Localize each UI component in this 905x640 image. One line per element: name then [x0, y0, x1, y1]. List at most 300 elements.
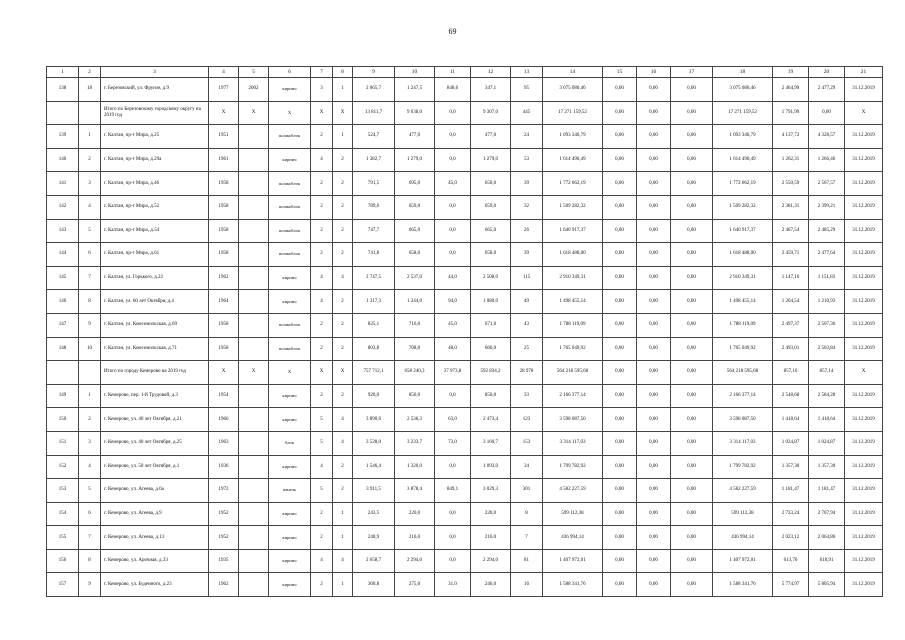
table-cell: 0,00 [671, 479, 713, 503]
table-cell [239, 549, 269, 573]
table-cell: 3 878,4 [395, 479, 435, 503]
table-cell: 0,00 [671, 78, 713, 102]
column-number: 5 [239, 67, 269, 78]
table-cell: 2 [311, 526, 333, 550]
table-cell: Х [845, 101, 883, 125]
table-cell: 741,8 [353, 243, 395, 267]
column-number: 9 [353, 67, 395, 78]
table-cell: 1958 [209, 219, 239, 243]
table-cell: 0,00 [603, 266, 637, 290]
table-cell: 301 [511, 479, 543, 503]
table-cell [47, 101, 79, 125]
table-cell: 1 [333, 78, 353, 102]
table-cell: 2 767,94 [809, 502, 845, 526]
table-cell: г. Кемерово, ул. 40 лет Октября, д.21 [101, 408, 209, 432]
table-cell: 142 [47, 195, 79, 219]
table-cell: г. Кемерово, ул. 40 лет Октября, д.25 [101, 431, 209, 455]
table-cell: г. Кемерово, ул. Арочная, д.33 [101, 549, 209, 573]
table-row [47, 148, 883, 172]
table-cell: 0,00 [671, 148, 713, 172]
table-cell [79, 101, 101, 125]
table-row [47, 78, 883, 102]
table-cell: 146 [47, 290, 79, 314]
table-cell: шлакоблок [269, 219, 311, 243]
table-cell: 1 618 488,00 [713, 243, 773, 267]
table-cell: 0,00 [671, 361, 713, 385]
table-cell: 31.12.2019 [845, 195, 883, 219]
table-cell: 347,1 [471, 78, 511, 102]
table-cell: 2 [311, 384, 333, 408]
table-cell: 4 [311, 549, 333, 573]
table-cell: 658,0 [471, 243, 511, 267]
table-cell: 1958 [209, 243, 239, 267]
table-row [47, 313, 883, 337]
table-cell: 1 640 917,37 [713, 219, 773, 243]
table-cell: 1 204,54 [773, 290, 809, 314]
table-cell: 650,0 [471, 172, 511, 196]
table-cell: 3 528,0 [353, 431, 395, 455]
table-cell: 0,0 [435, 455, 471, 479]
table-cell: 2 477,64 [809, 243, 845, 267]
column-number: 3 [101, 67, 209, 78]
table-cell: 2 [333, 479, 353, 503]
table-cell: 1 640 917,37 [543, 219, 603, 243]
table-cell: 708,0 [395, 337, 435, 361]
table-cell: 0,0 [435, 101, 471, 125]
table-cell: Х [311, 361, 333, 385]
table-cell: 0,0 [435, 125, 471, 149]
table-cell: 0,00 [637, 78, 671, 102]
table-cell: 0,00 [603, 502, 637, 526]
table-cell: Х [209, 101, 239, 125]
table-cell: Х [269, 101, 311, 125]
table-cell: 3 911,5 [353, 479, 395, 503]
table-cell: 0,00 [671, 337, 713, 361]
table-cell: 0,00 [637, 549, 671, 573]
table-cell: 31.12.2019 [845, 573, 883, 597]
table-cell: 2 [311, 502, 333, 526]
table-cell: 599 112,38 [543, 502, 603, 526]
table-cell: 37 973,8 [435, 361, 471, 385]
table-cell: 154 [47, 502, 79, 526]
table-cell: 2 550,59 [773, 172, 809, 196]
table-cell: 3 160,7 [471, 431, 511, 455]
table-cell: 1 588 341,76 [543, 573, 603, 597]
table-cell: 0,00 [637, 526, 671, 550]
table-cell: 1 618 488,00 [543, 243, 603, 267]
table-cell: 857,16 [773, 361, 809, 385]
table-cell: г. Кемерово, ул. Буденного, д.23 [101, 573, 209, 597]
table-cell: 665,0 [471, 219, 511, 243]
table-cell: 1936 [209, 455, 239, 479]
table-cell: 24 [511, 125, 543, 149]
table-cell: 2 584,28 [809, 384, 845, 408]
table-cell: 0,00 [603, 526, 637, 550]
table-cell: 0,00 [637, 313, 671, 337]
table-cell: 0,00 [637, 431, 671, 455]
table-cell: 1 024,87 [773, 431, 809, 455]
table-cell: 2 493,01 [773, 337, 809, 361]
table-cell: кирпич [269, 455, 311, 479]
table-cell: 1 765 049,92 [713, 337, 773, 361]
table-cell: 1 614 490,49 [543, 148, 603, 172]
table-cell: 17 271 159,52 [713, 101, 773, 125]
table-cell: блок [269, 431, 311, 455]
table-cell: 4 [333, 408, 353, 432]
table-cell: 95 [511, 78, 543, 102]
column-number: 8 [333, 67, 353, 78]
table-cell: 31.12.2019 [845, 337, 883, 361]
table-cell: 3 075 080,46 [713, 78, 773, 102]
table-cell: 659,0 [395, 195, 435, 219]
table-cell: кирпич [269, 384, 311, 408]
table-cell: 2 658,7 [353, 549, 395, 573]
table-cell: 665,0 [395, 219, 435, 243]
table-cell: 7 [79, 526, 101, 550]
table-cell: 0,00 [637, 195, 671, 219]
table-cell: 156 [47, 549, 79, 573]
table-cell: 2 467,54 [773, 219, 809, 243]
table-cell: 695,0 [395, 172, 435, 196]
table-row [47, 337, 883, 361]
table-cell: 660,0 [471, 337, 511, 361]
table-cell: 0,0 [435, 502, 471, 526]
table-cell: 524,7 [353, 125, 395, 149]
table-cell: 1 418,64 [809, 408, 845, 432]
table-cell [239, 455, 269, 479]
table-cell [47, 361, 79, 385]
table-cell: 143 [47, 219, 79, 243]
table-cell: 31.12.2019 [845, 78, 883, 102]
table-cell: 33 [511, 384, 543, 408]
table-cell: кирпич [269, 290, 311, 314]
table-cell: 138 [47, 78, 79, 102]
table-cell: 1963 [209, 431, 239, 455]
table-cell: 1 791,99 [773, 101, 809, 125]
table-cell: 1966 [209, 408, 239, 432]
table-cell: 0,00 [809, 101, 845, 125]
table-cell: 0,00 [671, 549, 713, 573]
table-cell: 0,00 [637, 361, 671, 385]
table-row [47, 290, 883, 314]
table-cell: 0,00 [603, 195, 637, 219]
table-cell: 4 [333, 549, 353, 573]
table-cell: 31.12.2019 [845, 125, 883, 149]
table-cell: Итого по городу Кемерово на 2019 год [101, 361, 209, 385]
table-cell: 8 [79, 290, 101, 314]
table-cell: г. Калтан, пр-т Мира, д.54 [101, 219, 209, 243]
table-cell: 3 598 087,50 [543, 408, 603, 432]
table-cell: 0,0 [435, 148, 471, 172]
table-cell: 747,7 [353, 219, 395, 243]
table-row [47, 573, 883, 597]
table-row [47, 502, 883, 526]
table-cell [239, 408, 269, 432]
table-cell: 1 765 049,92 [543, 337, 603, 361]
table-cell: 3 075 080,46 [543, 78, 603, 102]
table-cell: 0,00 [603, 384, 637, 408]
table-cell: 477,0 [395, 125, 435, 149]
table-cell: 671,0 [471, 313, 511, 337]
table-cell: 1 024,87 [809, 431, 845, 455]
table-cell: 2 [333, 172, 353, 196]
table-cell: 4 [311, 266, 333, 290]
table-cell: 659,0 [471, 195, 511, 219]
table-cell: 445 [511, 101, 543, 125]
table-cell: 31,0 [435, 573, 471, 597]
table-cell: Итого по Березовскому городскому округу на 2019 год [101, 101, 209, 125]
table-cell: 31.12.2019 [845, 172, 883, 196]
table-cell: 0,00 [603, 573, 637, 597]
table-cell: 3 314 117,03 [543, 431, 603, 455]
table-cell: 275,0 [395, 573, 435, 597]
table-cell: 0,00 [671, 526, 713, 550]
table-cell: г. Калтан, пр-т Мира, д.46 [101, 172, 209, 196]
table-cell: 2 548,68 [773, 384, 809, 408]
table-cell: 9 638,0 [395, 101, 435, 125]
table-cell: 1 788 119,09 [543, 313, 603, 337]
table-cell: 2 910 349,31 [543, 266, 603, 290]
table-cell: 2 [79, 148, 101, 172]
table-cell: 757 712,1 [353, 361, 395, 385]
table-cell: 2 166 377,14 [543, 384, 603, 408]
table-cell: 1 262,31 [773, 148, 809, 172]
table-cell: Х [209, 361, 239, 385]
table-cell: 0,00 [637, 290, 671, 314]
table-cell: 0,00 [637, 455, 671, 479]
table-cell: 149 [47, 384, 79, 408]
table-row [47, 172, 883, 196]
table-cell: 2 [333, 337, 353, 361]
table-cell: 2 508,0 [471, 266, 511, 290]
table-cell: 1 181,47 [773, 479, 809, 503]
column-number: 18 [713, 67, 773, 78]
table-cell: 0,00 [637, 479, 671, 503]
table-cell: Х [269, 361, 311, 385]
column-number: 10 [395, 67, 435, 78]
capital-repair-table [46, 66, 883, 597]
table-cell: 2 [333, 148, 353, 172]
table-cell: 123 [511, 408, 543, 432]
table-cell: 0,00 [637, 125, 671, 149]
table-cell: 2 166 377,14 [713, 384, 773, 408]
table-cell: 4 [333, 266, 353, 290]
table-cell: 147 [47, 313, 79, 337]
table-cell: 3 233,7 [395, 431, 435, 455]
table-row [47, 455, 883, 479]
table-cell: 0,00 [603, 479, 637, 503]
table-cell: 0,00 [637, 101, 671, 125]
table-row [47, 243, 883, 267]
table-cell: 31.12.2019 [845, 243, 883, 267]
table-cell: 2 023,12 [773, 526, 809, 550]
table-cell: 0,00 [603, 172, 637, 196]
table-cell: 0,00 [637, 148, 671, 172]
table-cell [239, 219, 269, 243]
table-cell: 17 271 159,52 [543, 101, 603, 125]
subtotal-row [47, 361, 883, 385]
table-cell [239, 172, 269, 196]
table-cell: 31.12.2019 [845, 313, 883, 337]
table-cell: 155 [47, 526, 79, 550]
table-cell: 31.12.2019 [845, 148, 883, 172]
table-cell: 31.12.2019 [845, 431, 883, 455]
table-cell: 4 582 227,59 [713, 479, 773, 503]
column-number: 17 [671, 67, 713, 78]
table-cell: 1952 [209, 502, 239, 526]
table-cell: 2 497,37 [773, 313, 809, 337]
table-cell: 2 [311, 573, 333, 597]
table-cell: 618,91 [809, 549, 845, 573]
table-cell [239, 502, 269, 526]
table-cell: 157 [47, 573, 79, 597]
table-cell: г. Калтан, пр-т Мира, д.25 [101, 125, 209, 149]
table-cell: 216,0 [395, 526, 435, 550]
table-cell: 0,00 [637, 502, 671, 526]
table-row [47, 384, 883, 408]
table-cell: 2 381,31 [773, 195, 809, 219]
table-cell: кирпич [269, 148, 311, 172]
table-cell: Х [239, 101, 269, 125]
column-number: 21 [845, 67, 883, 78]
table-cell: 1 [79, 384, 101, 408]
table-cell: 0,00 [671, 266, 713, 290]
table-cell: 849,1 [435, 479, 471, 503]
table-cell: 2 459,71 [773, 243, 809, 267]
subtotal-row [47, 101, 883, 125]
table-cell: 8 [79, 549, 101, 573]
column-number: 20 [809, 67, 845, 78]
table-cell: 1962 [209, 573, 239, 597]
table-cell: шлакоблок [269, 243, 311, 267]
table-cell: 0,00 [637, 266, 671, 290]
table-cell: 1 093 346,79 [713, 125, 773, 149]
table-cell: 0,00 [603, 431, 637, 455]
table-cell: 2 747,5 [353, 266, 395, 290]
table-cell: 1 382,7 [353, 148, 395, 172]
table-cell: 1 210,93 [809, 290, 845, 314]
table-cell: 4 328,57 [809, 125, 845, 149]
table-cell: 2 064,86 [809, 526, 845, 550]
table-cell: 49 [511, 290, 543, 314]
table-cell: 564 218 595,68 [543, 361, 603, 385]
table-cell: 150 [47, 408, 79, 432]
table-cell: 0,00 [671, 455, 713, 479]
table-cell: 63,0 [435, 408, 471, 432]
table-cell: 0,00 [603, 408, 637, 432]
table-cell: 1 498 455,14 [543, 290, 603, 314]
table-cell: 5 [311, 479, 333, 503]
table-cell: 2 [333, 384, 353, 408]
table-cell: 850,0 [471, 384, 511, 408]
table-cell: 857,14 [809, 361, 845, 385]
column-number: 2 [79, 67, 101, 78]
table-cell: шлакоблок [269, 313, 311, 337]
table-cell: 31.12.2019 [845, 384, 883, 408]
table-cell: г. Калтан, ул. Комсомольская, д.69 [101, 313, 209, 337]
table-cell [239, 148, 269, 172]
table-cell: 2 [333, 455, 353, 479]
table-cell: 2 [333, 313, 353, 337]
table-cell: 850,0 [395, 384, 435, 408]
table-cell: 34 [511, 455, 543, 479]
table-cell: 2 507,36 [809, 313, 845, 337]
table-cell: 1 407 972,01 [713, 549, 773, 573]
table-cell: 2 464,99 [773, 78, 809, 102]
table-cell: 32 [511, 195, 543, 219]
table-row [47, 125, 883, 149]
table-row [47, 195, 883, 219]
table-cell: 48,0 [435, 337, 471, 361]
table-cell: 141 [47, 172, 79, 196]
table-cell: 0,00 [637, 408, 671, 432]
table-cell: 0,00 [603, 290, 637, 314]
table-row [47, 266, 883, 290]
table-cell: 1 614 490,49 [713, 148, 773, 172]
table-cell: 0,00 [671, 431, 713, 455]
table-cell: 0,00 [637, 219, 671, 243]
table-cell: 6 [79, 243, 101, 267]
table-cell: 240,9 [353, 526, 395, 550]
table-cell: 2 [311, 195, 333, 219]
table-row [47, 408, 883, 432]
column-number: 1 [47, 67, 79, 78]
table-cell: 0,00 [637, 384, 671, 408]
table-cell [239, 526, 269, 550]
table-cell: 1 317,3 [353, 290, 395, 314]
table-cell: 0,00 [637, 243, 671, 267]
table-cell: 3 029,3 [471, 479, 511, 503]
table-cell: 26 [511, 219, 543, 243]
table-cell: г. Кемерово, пер. 1-й Трудовой, д.3 [101, 384, 209, 408]
table-cell: 45,0 [435, 313, 471, 337]
table-cell: 144 [47, 243, 79, 267]
table-cell: 0,00 [671, 290, 713, 314]
table-cell: кирпич [269, 502, 311, 526]
table-cell: 81 [511, 549, 543, 573]
table-cell: 1 279,0 [471, 148, 511, 172]
table-cell: 1 093,0 [471, 455, 511, 479]
table-cell: 1 546,4 [353, 455, 395, 479]
table-cell [239, 195, 269, 219]
table-cell: 4 [79, 195, 101, 219]
table-cell [239, 479, 269, 503]
table-cell: 1 181,47 [809, 479, 845, 503]
table-cell: шлакоблок [269, 337, 311, 361]
table-cell: 1 320,0 [395, 455, 435, 479]
table-cell: 0,0 [435, 243, 471, 267]
table-cell: 43 [511, 313, 543, 337]
table-cell: 9 [79, 573, 101, 597]
table-cell: 0,00 [603, 549, 637, 573]
table-cell: 1 266,46 [809, 148, 845, 172]
table-cell: 477,0 [471, 125, 511, 149]
table-cell: 216,0 [471, 526, 511, 550]
table-cell: 1 247,5 [395, 78, 435, 102]
table-cell: 791,5 [353, 172, 395, 196]
table-cell: г. Березовский, ул. Фрунзе, д.9 [101, 78, 209, 102]
table-cell: 153 [511, 431, 543, 455]
table-cell: 2 [333, 219, 353, 243]
table-cell: 1958 [209, 172, 239, 196]
column-number: 16 [637, 67, 671, 78]
table-cell: 1964 [209, 290, 239, 314]
table-cell: 13 811,7 [353, 101, 395, 125]
table-cell: 94,0 [435, 290, 471, 314]
table-cell: 153 [47, 479, 79, 503]
table-cell: 1972 [209, 479, 239, 503]
table-cell: 2 [311, 172, 333, 196]
